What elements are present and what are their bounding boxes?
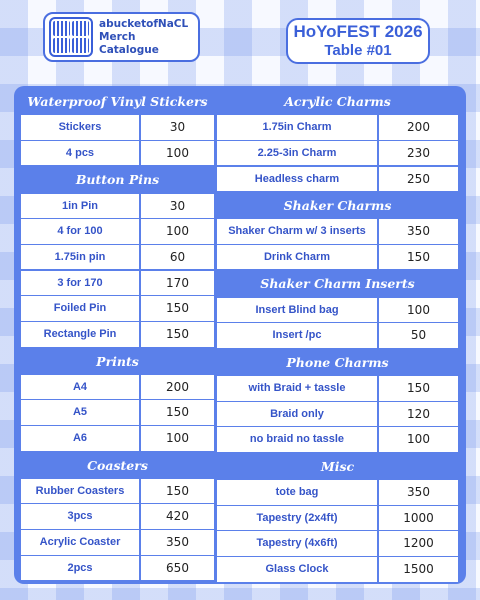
item-price: 150 xyxy=(407,381,430,395)
item-name: Stickers xyxy=(21,115,141,140)
item-name: Shaker Charm w/ 3 inserts xyxy=(217,219,379,244)
item-price: 1000 xyxy=(403,510,434,525)
item-price: 1200 xyxy=(403,536,434,551)
section-header-shaker-charm-inserts: Shaker Charm Inserts xyxy=(260,276,415,292)
price-row xyxy=(21,115,214,140)
section-header-misc: Misc xyxy=(320,458,355,474)
item-name: 4 pcs xyxy=(21,141,141,166)
item-name: 4 for 100 xyxy=(21,219,141,244)
item-price: 350 xyxy=(407,224,430,239)
price-row xyxy=(217,298,458,323)
section-header-button-pins: Button Pins xyxy=(75,172,160,188)
item-name: Foiled Pin xyxy=(21,296,141,321)
item-price: 200 xyxy=(166,379,189,394)
event-badge xyxy=(286,18,430,64)
logo-icon xyxy=(49,17,93,57)
item-name: Tapestry (2x4ft) xyxy=(217,506,379,531)
item-name: no braid no tassle xyxy=(217,427,379,452)
logo-brand: abucketofNaCL xyxy=(99,17,189,30)
item-name: Headless charm xyxy=(217,167,379,192)
item-price: 420 xyxy=(166,509,189,524)
item-price: 30 xyxy=(169,198,186,213)
item-price: 170 xyxy=(166,275,189,290)
item-price: 150 xyxy=(166,483,189,498)
item-name: Glass Clock xyxy=(217,557,379,582)
price-row xyxy=(21,479,214,504)
price-row xyxy=(21,219,214,244)
price-row xyxy=(217,427,458,452)
item-name: 3pcs xyxy=(21,504,141,529)
item-price: 1500 xyxy=(403,562,434,577)
price-row xyxy=(21,530,214,555)
item-name: Insert /pc xyxy=(217,323,379,348)
item-price: 30 xyxy=(169,120,186,135)
item-name: tote bag xyxy=(217,480,379,505)
item-name: 1.75in Charm xyxy=(217,115,379,140)
price-row xyxy=(21,296,214,321)
item-price: 200 xyxy=(407,120,430,135)
section-header-prints: Prints xyxy=(96,353,139,369)
item-price: 230 xyxy=(407,145,430,160)
price-row xyxy=(21,322,214,347)
price-row xyxy=(217,531,458,556)
price-row xyxy=(217,376,458,401)
item-name: Rubber Coasters xyxy=(21,479,141,504)
section-header-waterproof-vinyl-stickers: Waterproof Vinyl Stickers xyxy=(27,94,208,109)
section-header-coasters: Coasters xyxy=(87,457,148,473)
event-title: HoYoFEST 2026 xyxy=(293,22,423,41)
item-name: Braid only xyxy=(217,402,379,427)
price-row xyxy=(21,194,214,219)
item-price: 350 xyxy=(166,535,189,550)
item-name: 1.75in pin xyxy=(21,245,141,270)
price-row xyxy=(217,141,458,166)
price-row xyxy=(217,480,458,505)
item-name: 3 for 170 xyxy=(21,271,141,296)
price-row xyxy=(21,426,214,451)
price-row xyxy=(21,556,214,581)
price-row xyxy=(217,557,458,582)
item-name: with Braid + tassle xyxy=(217,376,379,401)
price-row xyxy=(217,219,458,244)
item-name: Drink Charm xyxy=(217,245,379,270)
price-row xyxy=(21,271,214,296)
item-name: Tapestry (4x6ft) xyxy=(217,531,379,556)
right-column xyxy=(217,90,458,582)
item-name: A6 xyxy=(21,426,141,451)
item-price: 50 xyxy=(410,328,427,343)
price-row xyxy=(217,167,458,192)
item-price: 60 xyxy=(169,249,186,264)
price-row xyxy=(21,141,214,166)
section-header-phone-charms: Phone Charms xyxy=(286,354,389,370)
item-price: 100 xyxy=(166,224,189,239)
item-name: A5 xyxy=(21,400,141,425)
logo-merch: Merch xyxy=(99,30,136,43)
section-header-acrylic-charms: Acrylic Charms xyxy=(284,94,391,109)
item-price: 150 xyxy=(407,249,430,264)
logo-badge xyxy=(43,12,200,62)
item-price: 100 xyxy=(166,145,189,160)
left-column xyxy=(21,90,214,580)
price-row xyxy=(21,245,214,270)
logo-text xyxy=(99,18,188,57)
item-price: 100 xyxy=(407,432,430,447)
item-price: 250 xyxy=(407,171,430,186)
price-row xyxy=(217,323,458,348)
section-header-shaker-charms: Shaker Charms xyxy=(283,198,392,214)
item-name: Insert Blind bag xyxy=(217,298,379,323)
item-name: 1in Pin xyxy=(21,194,141,219)
price-row xyxy=(217,245,458,270)
item-price: 650 xyxy=(166,560,189,575)
item-name: 2pcs xyxy=(21,556,141,581)
item-name: Acrylic Coaster xyxy=(21,530,141,555)
price-board xyxy=(14,86,466,584)
price-row xyxy=(21,375,214,400)
item-name: 2.25-3in Charm xyxy=(217,141,379,166)
price-row xyxy=(217,402,458,427)
item-name: A4 xyxy=(21,375,141,400)
price-row xyxy=(21,504,214,529)
item-price: 150 xyxy=(166,327,189,341)
item-price: 150 xyxy=(166,301,189,316)
item-price: 100 xyxy=(407,302,430,317)
logo-catalogue: Catalogue xyxy=(99,43,159,56)
item-price: 150 xyxy=(166,405,189,420)
price-row xyxy=(217,115,458,140)
price-row xyxy=(217,506,458,531)
item-price: 100 xyxy=(166,431,189,446)
item-name: Rectangle Pin xyxy=(21,322,141,347)
table-number: Table #01 xyxy=(324,42,392,59)
price-row xyxy=(21,400,214,425)
item-price: 120 xyxy=(407,406,430,421)
item-price: 350 xyxy=(407,485,430,500)
